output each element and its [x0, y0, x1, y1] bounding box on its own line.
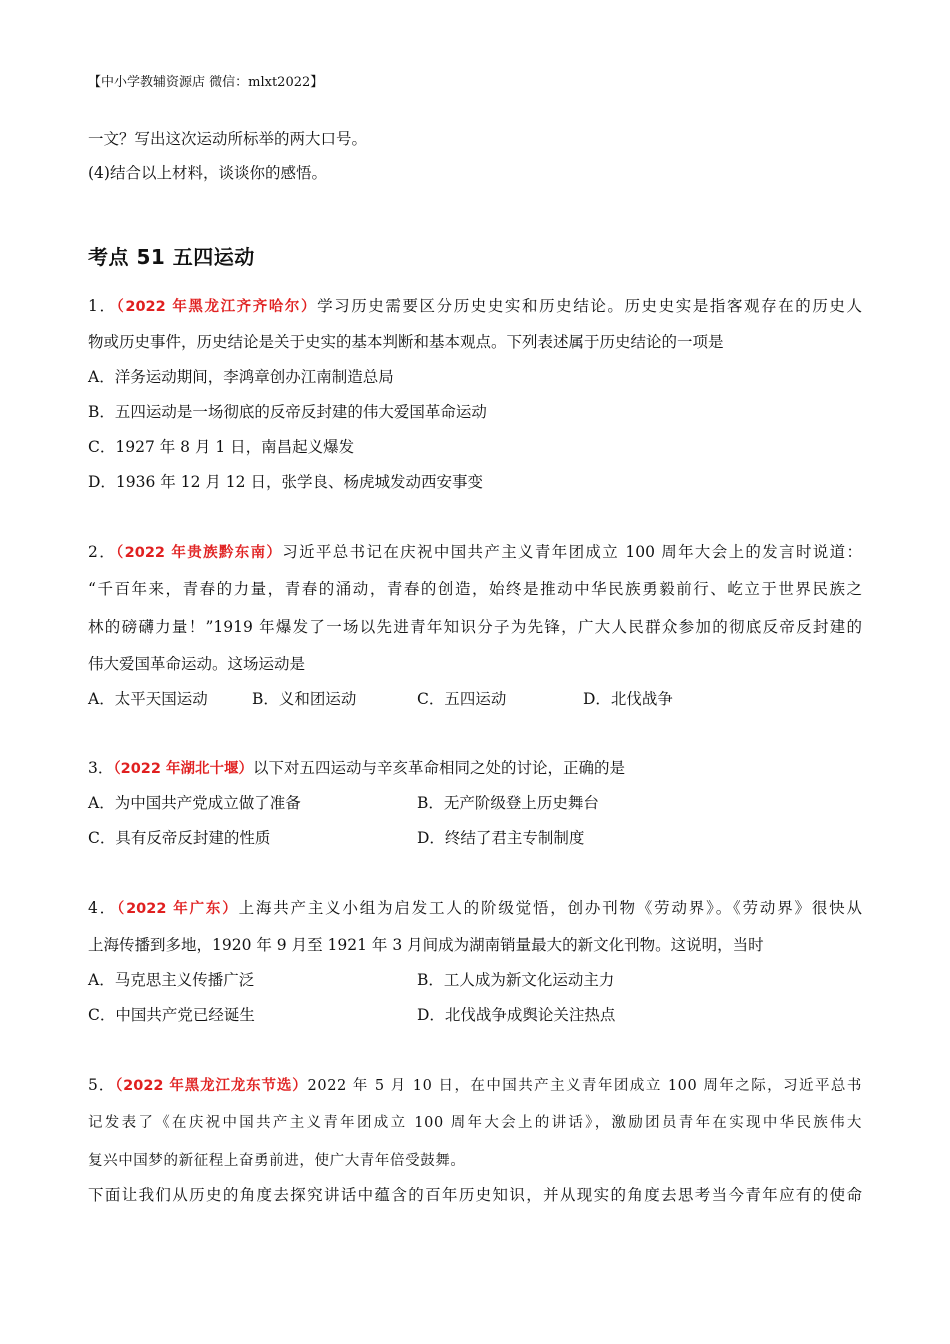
q4-number: 4．	[88, 899, 117, 917]
prev-question-line-2: (4)结合以上材料，谈谈你的感悟。	[88, 164, 327, 182]
q3-option-b: B．无产阶级登上历史舞台	[417, 794, 599, 812]
q4-text-1: 上海共产主义小组为启发工人的阶级觉悟，创办刊物《劳动界》。《劳动界》很快从	[238, 899, 862, 917]
q1-option-d: D．1936 年 12 月 12 日，张学良、杨虎城发动西安事变	[88, 473, 483, 491]
q5-line-2: 记发表了《在庆祝中国共产主义青年团成立 100 周年大会上的讲话》，激励团员青年在实现中华民族伟大	[88, 1115, 862, 1131]
q5-line-1	[88, 1074, 862, 1097]
q2-number: 2．	[88, 543, 117, 561]
q5-number: 5．	[88, 1076, 116, 1094]
q1-option-c: C．1927 年 8 月 1 日，南昌起义爆发	[88, 438, 355, 456]
q4-option-c: C．中国共产党已经诞生	[88, 1006, 255, 1024]
q4-line-1	[88, 897, 862, 920]
q4-option-a: A．马克思主义传播广泛	[88, 971, 255, 989]
q5-line-3: 复兴中国梦的新征程上奋勇前进，使广大青年倍受鼓舞。	[88, 1153, 466, 1169]
q5-source: （2022 年黑龙江龙东节选）	[115, 1078, 308, 1094]
q1-line-2: 物或历史事件，历史结论是关于史实的基本判断和基本观点。下列表述属于历史结论的一项是	[88, 333, 724, 351]
q1-line-1	[88, 295, 862, 318]
q4-option-d: D．北伐战争成舆论关注热点	[417, 1006, 616, 1024]
q2-line-1	[88, 541, 862, 564]
q2-text-1: 习近平总书记在庆祝中国共产主义青年团成立 100 周年大会上的发言时说道：	[282, 543, 862, 561]
q3-text-1: 以下对五四运动与辛亥革命相同之处的讨论，正确的是	[253, 759, 626, 777]
q2-line-3: 林的磅礴力量！”1919 年爆发了一场以先进青年知识分子为先锋，广大人民群众参加的彻底反帝反封建的	[88, 618, 862, 636]
q3-number: 3．	[88, 759, 114, 777]
q4-option-b: B．工人成为新文化运动主力	[417, 971, 615, 989]
q2-option-a: A．太平天国运动	[88, 690, 208, 708]
q4-source: （2022 年广东）	[117, 901, 239, 917]
q1-option-a: A．洋务运动期间，李鸿章创办江南制造总局	[88, 368, 394, 386]
q3-option-c: C．具有反帝反封建的性质	[88, 829, 271, 847]
q1-option-b: B．五四运动是一场彻底的反帝反封建的伟大爱国革命运动	[88, 403, 487, 421]
q2-line-4: 伟大爱国革命运动。这场运动是	[88, 655, 306, 673]
q2-line-2: “千百年来，青春的力量，青春的涌动，青春的创造，始终是推动中华民族勇毅前行、屹立于世界民族之	[88, 580, 862, 598]
q5-text-1: 2022 年 5 月 10 日，在中国共产主义青年团成立 100 周年之际，习近平总书	[307, 1078, 862, 1094]
q3-line-1	[88, 757, 862, 780]
q3-option-d: D．终结了君主专制制度	[417, 829, 585, 847]
q2-source: （2022 年贵族黔东南）	[116, 545, 283, 561]
q5-line-4: 下面让我们从历史的角度去探究讲话中蕴含的百年历史知识，并从现实的角度去思考当今青年应有的使命	[88, 1186, 862, 1204]
q3-option-a: A．为中国共产党成立做了准备	[88, 794, 301, 812]
q2-option-c: C．五四运动	[417, 690, 507, 708]
q2-option-b: B．义和团运动	[252, 690, 357, 708]
prev-question-line-1: 一文？写出这次运动所标举的两大口号。	[88, 130, 368, 148]
section-title: 考点 51 五四运动	[88, 245, 255, 269]
page-header: 【中小学教辅资源店 微信：mlxt2022】	[88, 75, 324, 90]
q1-number: 1．	[88, 297, 117, 315]
q1-text-1: 学习历史需要区分历史史实和历史结论。历史史实是指客观存在的历史人	[317, 297, 862, 315]
q4-line-2: 上海传播到多地，1920 年 9 月至 1921 年 3 月间成为湖南销量最大的新文化刊物。这说明，当时	[88, 936, 764, 954]
q3-source: （2022 年湖北十堰）	[113, 761, 254, 777]
q2-option-d: D．北伐战争	[583, 690, 673, 708]
q1-source: （2022 年黑龙江齐齐哈尔）	[116, 299, 318, 315]
